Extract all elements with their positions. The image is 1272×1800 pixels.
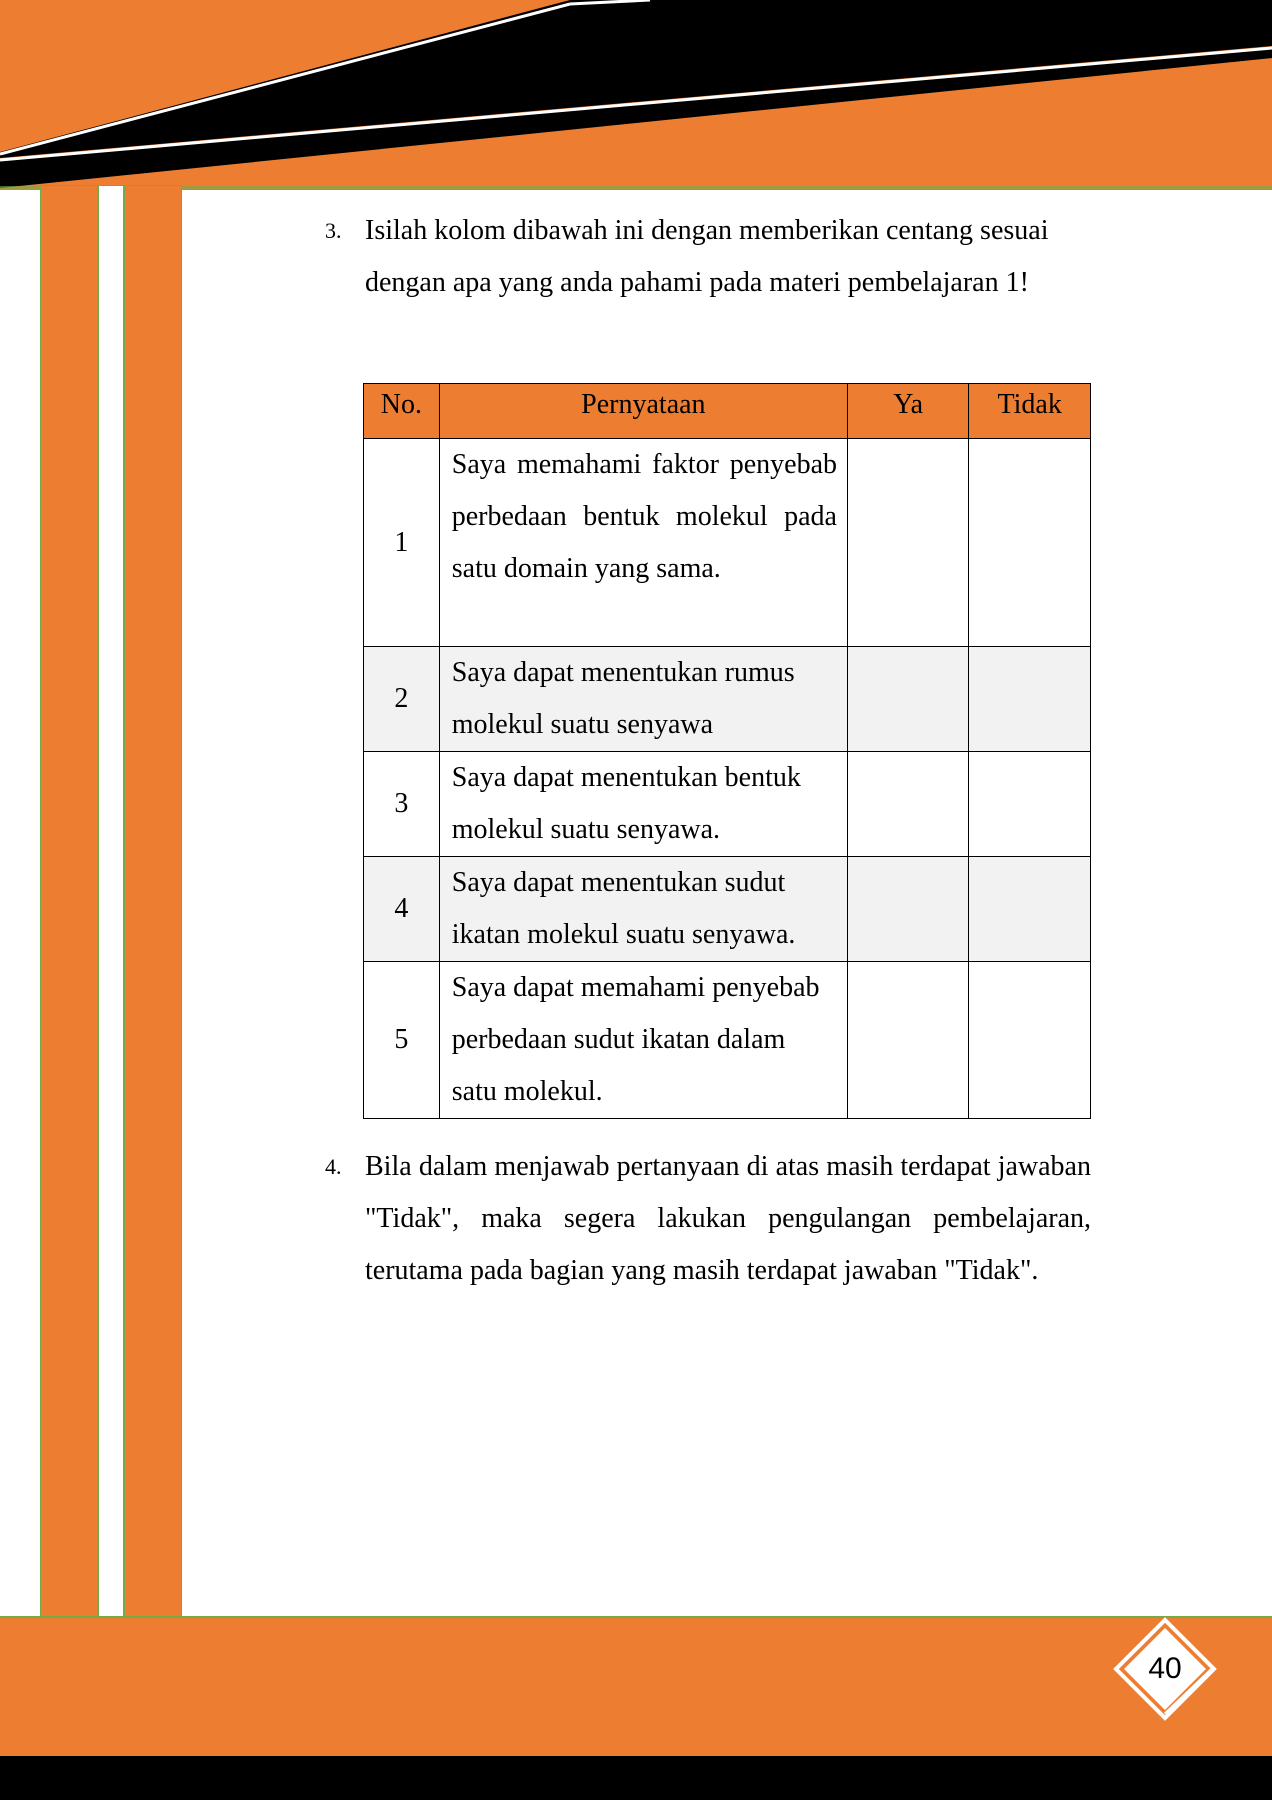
item-number: 3.: [325, 218, 342, 243]
checkbox-yes[interactable]: [848, 857, 969, 962]
checkbox-no[interactable]: [969, 439, 1091, 647]
left-stripe-outer: [40, 185, 98, 1617]
row-statement: Saya dapat menentukan sudut ikatan molekul suatu senyawa.: [439, 857, 847, 962]
row-statement: Saya dapat memahami penyebab perbedaan sudut ikatan dalam satu molekul.: [439, 962, 847, 1119]
page-number: 40: [1148, 1652, 1182, 1685]
row-number: 5: [364, 962, 440, 1119]
row-number: 3: [364, 752, 440, 857]
instruction-item-3: [325, 205, 1091, 309]
left-stripe-gap: [98, 185, 124, 1617]
table-row: [364, 962, 1091, 1119]
checkbox-yes[interactable]: [848, 752, 969, 857]
checkbox-no[interactable]: [969, 647, 1091, 752]
left-stripe-inner: [124, 185, 182, 1617]
header-yes: Ya: [848, 384, 969, 439]
instruction-item-4: [325, 1141, 1091, 1297]
item-text: Isilah kolom dibawah ini dengan memberikan centang sesuai dengan apa yang anda pahami pada materi pembelajaran 1!: [365, 215, 1049, 298]
table-row: [364, 647, 1091, 752]
header-no-answer: Tidak: [969, 384, 1091, 439]
footer-band: [0, 1616, 1272, 1756]
checkbox-no[interactable]: [969, 752, 1091, 857]
table-row: [364, 752, 1091, 857]
table-row: [364, 857, 1091, 962]
row-number: 4: [364, 857, 440, 962]
checkbox-no[interactable]: [969, 962, 1091, 1119]
header-decoration: [0, 0, 1272, 190]
self-assessment-table: [363, 383, 1091, 1119]
row-number: 2: [364, 647, 440, 752]
header-no: No.: [364, 384, 440, 439]
table-header-row: [364, 384, 1091, 439]
item-number: 4.: [325, 1154, 342, 1179]
checkbox-yes[interactable]: [848, 962, 969, 1119]
table-row: [364, 439, 1091, 647]
checkbox-yes[interactable]: [848, 439, 969, 647]
row-number: 1: [364, 439, 440, 647]
row-statement: Saya memahami faktor penyebab perbedaan bentuk molekul pada satu domain yang sama.: [439, 439, 847, 647]
header-statement: Pernyataan: [439, 384, 847, 439]
row-statement: Saya dapat menentukan rumus molekul suatu senyawa: [439, 647, 847, 752]
checkbox-no[interactable]: [969, 857, 1091, 962]
footer-bottom-bar: [0, 1756, 1272, 1800]
checkbox-yes[interactable]: [848, 647, 969, 752]
item-text: Bila dalam menjawab pertanyaan di atas masih terdapat jawaban "Tidak", maka segera lakukan pengulangan pembelajaran, terutama pada bagian yang masih terdapat jawaban "Tidak".: [365, 1151, 1091, 1286]
row-statement: Saya dapat menentukan bentuk molekul suatu senyawa.: [439, 752, 847, 857]
